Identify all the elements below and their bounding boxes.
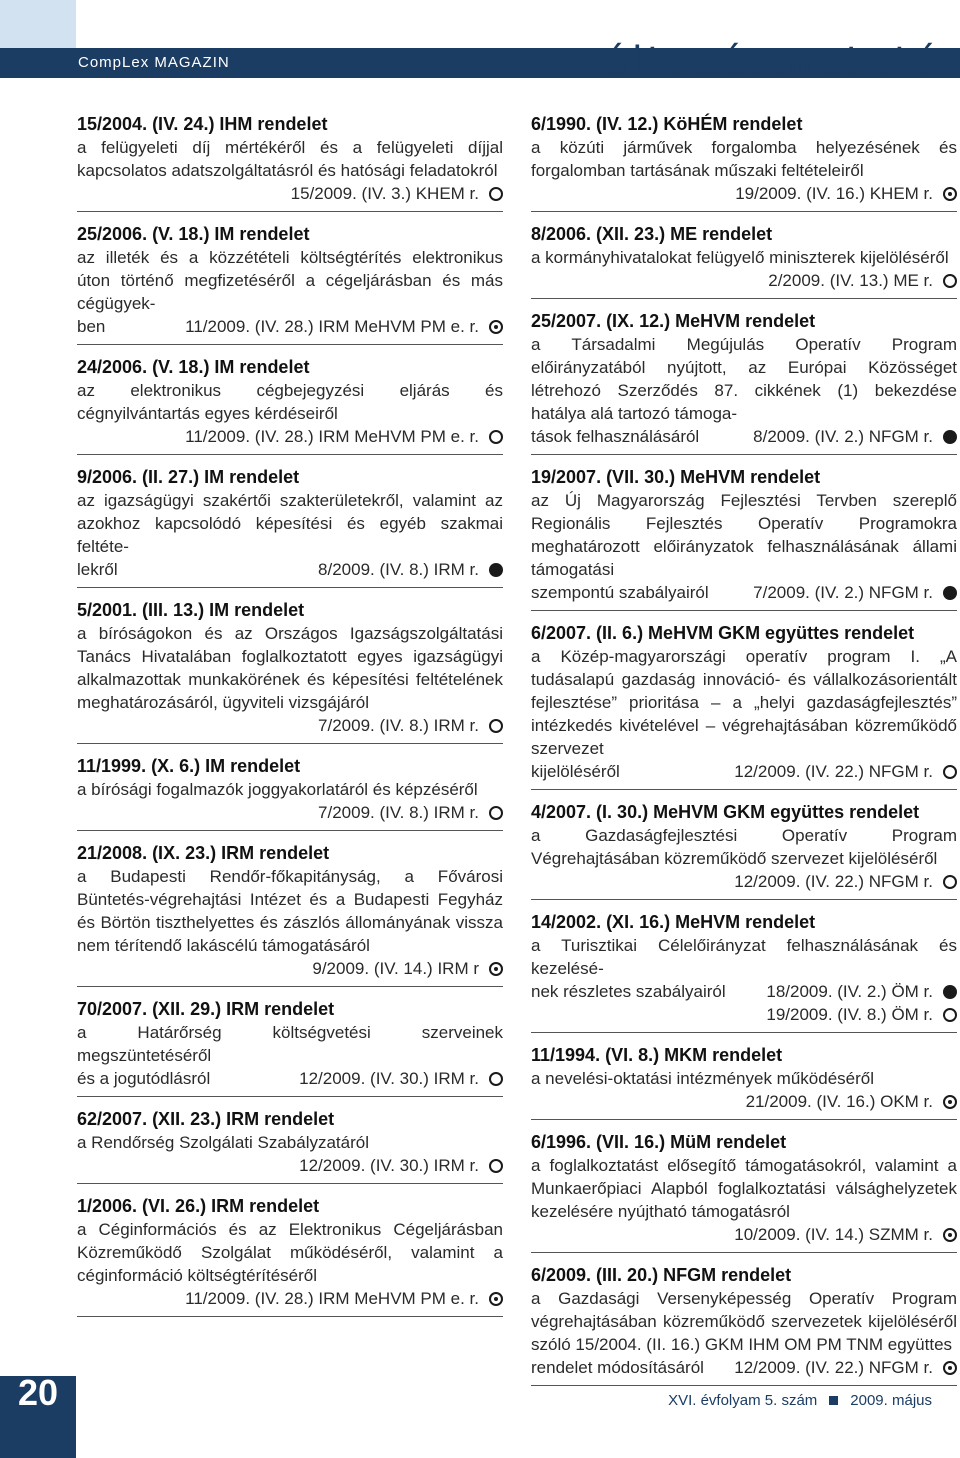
open-circle-icon: [489, 806, 503, 820]
amendment-reference: [531, 182, 957, 205]
open-circle-icon: [943, 875, 957, 889]
issue-info: [668, 1392, 932, 1409]
dotted-circle-icon: [489, 962, 503, 976]
regulation-description: a bíróságokon és az Országos Igazságszolgáltatási Tanács Hivatalában foglalkoztatott egyes igazságügyi alkalmazottak munkakörének és képesítési feltételének meghatározásáról, ügyviteli vizsgájáról: [77, 624, 503, 712]
regulation-description: a felügyeleti díj mértékéről és a felügyeleti díjjal kapcsolatos adatszolgáltatásról és hatósági feladatokról: [77, 138, 503, 180]
regulation-title: 6/2009. (III. 20.) NFGM rendelet: [531, 1265, 792, 1285]
regulation-entry: [531, 621, 957, 790]
regulation-title: 70/2007. (XII. 29.) IRM rendelet: [77, 999, 335, 1019]
regulation-entry: [531, 222, 957, 299]
dotted-circle-icon: [943, 1228, 957, 1242]
filled-circle-icon: [943, 430, 957, 444]
amending-regulation: 11/2009. (IV. 28.) IRM MeHVM PM e. r.: [185, 317, 479, 336]
open-circle-icon: [489, 1072, 503, 1086]
description-continuation: és a jogutódlásról: [77, 1069, 211, 1088]
amending-regulation: 18/2009. (IV. 2.) ÖM r.: [766, 982, 933, 1001]
regulation-title: 4/2007. (I. 30.) MeHVM GKM együttes rendelet: [531, 802, 920, 822]
amending-regulation: 12/2009. (IV. 22.) NFGM r.: [734, 762, 933, 781]
open-circle-icon: [489, 187, 503, 201]
amending-regulation: 12/2009. (IV. 30.) IRM r.: [299, 1069, 479, 1088]
filled-circle-icon: [943, 586, 957, 600]
regulation-description: az igazságügyi szakértői szakterületekről, valamint az azokhoz kapcsolódó képesítési és egyéb szakmai feltéte-: [77, 491, 503, 556]
amending-regulation: 7/2009. (IV. 2.) NFGM r.: [753, 583, 933, 602]
dotted-circle-icon: [943, 1095, 957, 1109]
amending-regulation: 11/2009. (IV. 28.) IRM MeHVM PM e. r.: [185, 1289, 479, 1308]
amending-regulation: 8/2009. (IV. 2.) NFGM r.: [753, 427, 933, 446]
regulation-entry: [531, 309, 957, 455]
amendment-reference: [531, 1003, 957, 1026]
regulation-description: a közúti járművek forgalomba helyezésének és forgalomban tartásának műszaki feltételeiről: [531, 138, 957, 180]
amendment-reference: [531, 269, 957, 292]
regulation-description: a foglalkoztatást elősegítő támogatásokról, valamint a Munkaerőpiaci Alapból foglalkoztatási válsághelyzetek kezelésére nyújtható támogatásról: [531, 1156, 957, 1221]
dotted-circle-icon: [943, 1361, 957, 1375]
description-continuation: nek részletes szabályairól: [531, 982, 726, 1001]
amendment-reference: [531, 581, 957, 604]
regulation-entry: [77, 222, 503, 345]
regulation-entry: [531, 1043, 957, 1120]
regulation-entry: [77, 1194, 503, 1317]
regulation-title: 9/2006. (II. 27.) IM rendelet: [77, 467, 300, 487]
open-circle-icon: [489, 430, 503, 444]
amending-regulation: 15/2009. (IV. 3.) KHEM r.: [290, 184, 479, 203]
open-circle-icon: [943, 1008, 957, 1022]
regulation-entry: [531, 910, 957, 1033]
regulation-description: a Társadalmi Megújulás Operatív Program előirányzatából nyújtott, az Európai Közösséget létrehozó Szerződés 87. cikkének (1) bekezdése hatálya alá tartozó támoga-: [531, 335, 957, 423]
amendment-reference: [77, 1154, 503, 1177]
open-circle-icon: [489, 719, 503, 733]
amendment-reference: [531, 870, 957, 893]
regulation-description: a Közép-magyarországi operatív program I. „A tudásalapú gazdaság innováció- és vállalkozásorientált fejlesztése” prioritása – a „helyi gazdaságfejlesztés” intézkedés kivételével – végrehajtásában közreműködő szervezet: [531, 647, 957, 758]
regulation-title: 21/2008. (IX. 23.) IRM rendelet: [77, 843, 330, 863]
amendment-reference: [77, 315, 503, 338]
filled-circle-icon: [489, 563, 503, 577]
filled-circle-icon: [943, 985, 957, 999]
open-circle-icon: [943, 274, 957, 288]
regulation-title: 15/2004. (IV. 24.) IHM rendelet: [77, 114, 328, 134]
amendment-reference: [77, 558, 503, 581]
regulation-entry: [77, 997, 503, 1097]
amending-regulation: 2/2009. (IV. 13.) ME r.: [768, 271, 933, 290]
regulation-description: a Határőrség költségvetési szerveinek megszüntetéséről: [77, 1023, 503, 1065]
description-continuation: rendelet módosításáról: [531, 1358, 704, 1377]
regulation-description: a Gazdaságfejlesztési Operatív Program Végrehajtásában közreműködő szervezet kijelöléséről: [531, 826, 957, 868]
regulation-entry: [77, 112, 503, 212]
regulation-title: 8/2006. (XII. 23.) ME rendelet: [531, 224, 773, 244]
amendment-reference: [531, 980, 957, 1003]
amending-regulation: 10/2009. (IV. 14.) SZMM r.: [734, 1225, 933, 1244]
header-accent-block: [0, 0, 76, 48]
regulation-entry: [531, 465, 957, 611]
regulation-entry: [531, 1263, 957, 1386]
dotted-circle-icon: [489, 320, 503, 334]
description-continuation: kijelöléséről: [531, 762, 620, 781]
amendment-reference: [77, 425, 503, 448]
regulation-title: 62/2007. (XII. 23.) IRM rendelet: [77, 1109, 335, 1129]
amending-regulation: 11/2009. (IV. 28.) IRM MeHVM PM e. r.: [185, 427, 479, 446]
amendment-reference: [531, 1356, 957, 1379]
regulation-title: 11/1994. (VI. 8.) MKM rendelet: [531, 1045, 783, 1065]
description-continuation: ben: [77, 317, 106, 336]
regulation-title: 1/2006. (VI. 26.) IRM rendelet: [77, 1196, 320, 1216]
description-continuation: tások felhasználásáról: [531, 427, 700, 446]
regulation-description: a Budapesti Rendőr-főkapitányság, a Fővárosi Büntetés-végrehajtási Intézet és a Budapesti Fegyház és Börtön tiszthelyettes és zászlós állományának vissza nem térítendő lakáscélú támogatásáról: [77, 867, 503, 955]
issue-date: 2009. május: [850, 1392, 932, 1409]
open-circle-icon: [489, 1159, 503, 1173]
description-continuation: szempontú szabályairól: [531, 583, 709, 602]
regulation-description: a Gazdasági Versenyképesség Operatív Program végrehajtásában közreműködő szervezetek kijelöléséről szóló 15/2004. (II. 16.) GKM IHM OM PM TNM együttes: [531, 1289, 957, 1354]
amending-regulation: 19/2009. (IV. 16.) KHEM r.: [735, 184, 933, 203]
amending-regulation: 7/2009. (IV. 8.) IRM r.: [318, 803, 479, 822]
regulation-entry: [531, 1130, 957, 1253]
regulation-title: 19/2007. (VII. 30.) MeHVM rendelet: [531, 467, 821, 487]
amendment-reference: [77, 801, 503, 824]
regulation-description: az Új Magyarország Fejlesztési Tervben szereplő Regionális Fejlesztés Operatív Programokra meghatározott előirányzatok felhasználásának állami támogatási: [531, 491, 957, 579]
amending-regulation: 12/2009. (IV. 22.) NFGM r.: [734, 1358, 933, 1377]
section-title: változásmutató: [575, 39, 942, 85]
regulation-description: az elektronikus cégbejegyzési eljárás és cégnyilvántartás egyes kérdéseiről: [77, 381, 503, 423]
regulation-entry: [77, 754, 503, 831]
amending-regulation: 8/2009. (IV. 8.) IRM r.: [318, 560, 479, 579]
description-continuation: lekről: [77, 560, 118, 579]
amendment-reference: [531, 1090, 957, 1113]
amendment-reference: [531, 425, 957, 448]
regulation-title: 6/1996. (VII. 16.) MüM rendelet: [531, 1132, 787, 1152]
regulation-entry: [77, 465, 503, 588]
regulation-description: a kormányhivatalokat felügyelő miniszterek kijelöléséről: [531, 248, 949, 267]
amendment-reference: [77, 182, 503, 205]
regulation-title: 11/1999. (X. 6.) IM rendelet: [77, 756, 301, 776]
regulation-title: 6/2007. (II. 6.) MeHVM GKM együttes rendelet: [531, 623, 915, 643]
regulation-description: a Rendőrség Szolgálati Szabályzatáról: [77, 1133, 370, 1152]
dotted-circle-icon: [943, 187, 957, 201]
amendment-reference: [77, 1067, 503, 1090]
amendment-reference: [531, 760, 957, 783]
amending-regulation: 19/2009. (IV. 8.) ÖM r.: [766, 1005, 933, 1024]
regulation-description: az illeték és a közzétételi költségtérítés elektronikus úton történő megfizetéséről a cégeljárásban és más cégügyek-: [77, 248, 503, 313]
left-column: [77, 112, 503, 1327]
amending-regulation: 12/2009. (IV. 22.) NFGM r.: [734, 872, 933, 891]
amending-regulation: 9/2009. (IV. 14.) IRM r: [312, 959, 479, 978]
amending-regulation: 7/2009. (IV. 8.) IRM r.: [318, 716, 479, 735]
open-circle-icon: [943, 765, 957, 779]
issue-volume: XVI. évfolyam 5. szám: [668, 1392, 818, 1409]
regulation-entry: [531, 112, 957, 212]
regulation-entry: [77, 355, 503, 455]
regulation-title: 6/1990. (IV. 12.) KöHÉM rendelet: [531, 114, 803, 134]
regulation-entry: [531, 800, 957, 900]
amendment-reference: [531, 1223, 957, 1246]
amendment-reference: [77, 957, 503, 980]
amending-regulation: 21/2009. (IV. 16.) OKM r.: [745, 1092, 933, 1111]
regulation-description: a Turisztikai Célelőirányzat felhasználásának és kezelésé-: [531, 936, 957, 978]
regulation-entry: [77, 1107, 503, 1184]
regulation-entry: [77, 598, 503, 744]
amending-regulation: 12/2009. (IV. 30.) IRM r.: [299, 1156, 479, 1175]
amendment-reference: [77, 1287, 503, 1310]
regulation-title: 5/2001. (III. 13.) IM rendelet: [77, 600, 305, 620]
amendment-reference: [77, 714, 503, 737]
regulation-description: a nevelési-oktatási intézmények működéséről: [531, 1069, 875, 1088]
regulation-title: 24/2006. (V. 18.) IM rendelet: [77, 357, 310, 377]
regulation-title: 25/2007. (IX. 12.) MeHVM rendelet: [531, 311, 816, 331]
regulation-entry: [77, 841, 503, 987]
magazine-name: CompLex MAGAZIN: [78, 54, 230, 71]
dotted-circle-icon: [489, 1292, 503, 1306]
regulation-description: a bírósági fogalmazók joggyakorlatáról és képzéséről: [77, 780, 478, 799]
right-column: [531, 112, 957, 1396]
separator-square-icon: [829, 1396, 838, 1405]
regulation-title: 14/2002. (XI. 16.) MeHVM rendelet: [531, 912, 816, 932]
page-number: 20: [17, 1372, 59, 1413]
regulation-title: 25/2006. (V. 18.) IM rendelet: [77, 224, 310, 244]
regulation-description: a Céginformációs és az Elektronikus Cégeljárásban Közreműködő Szolgálat működéséről, valamint a céginformáció költségtérítéséről: [77, 1220, 503, 1285]
